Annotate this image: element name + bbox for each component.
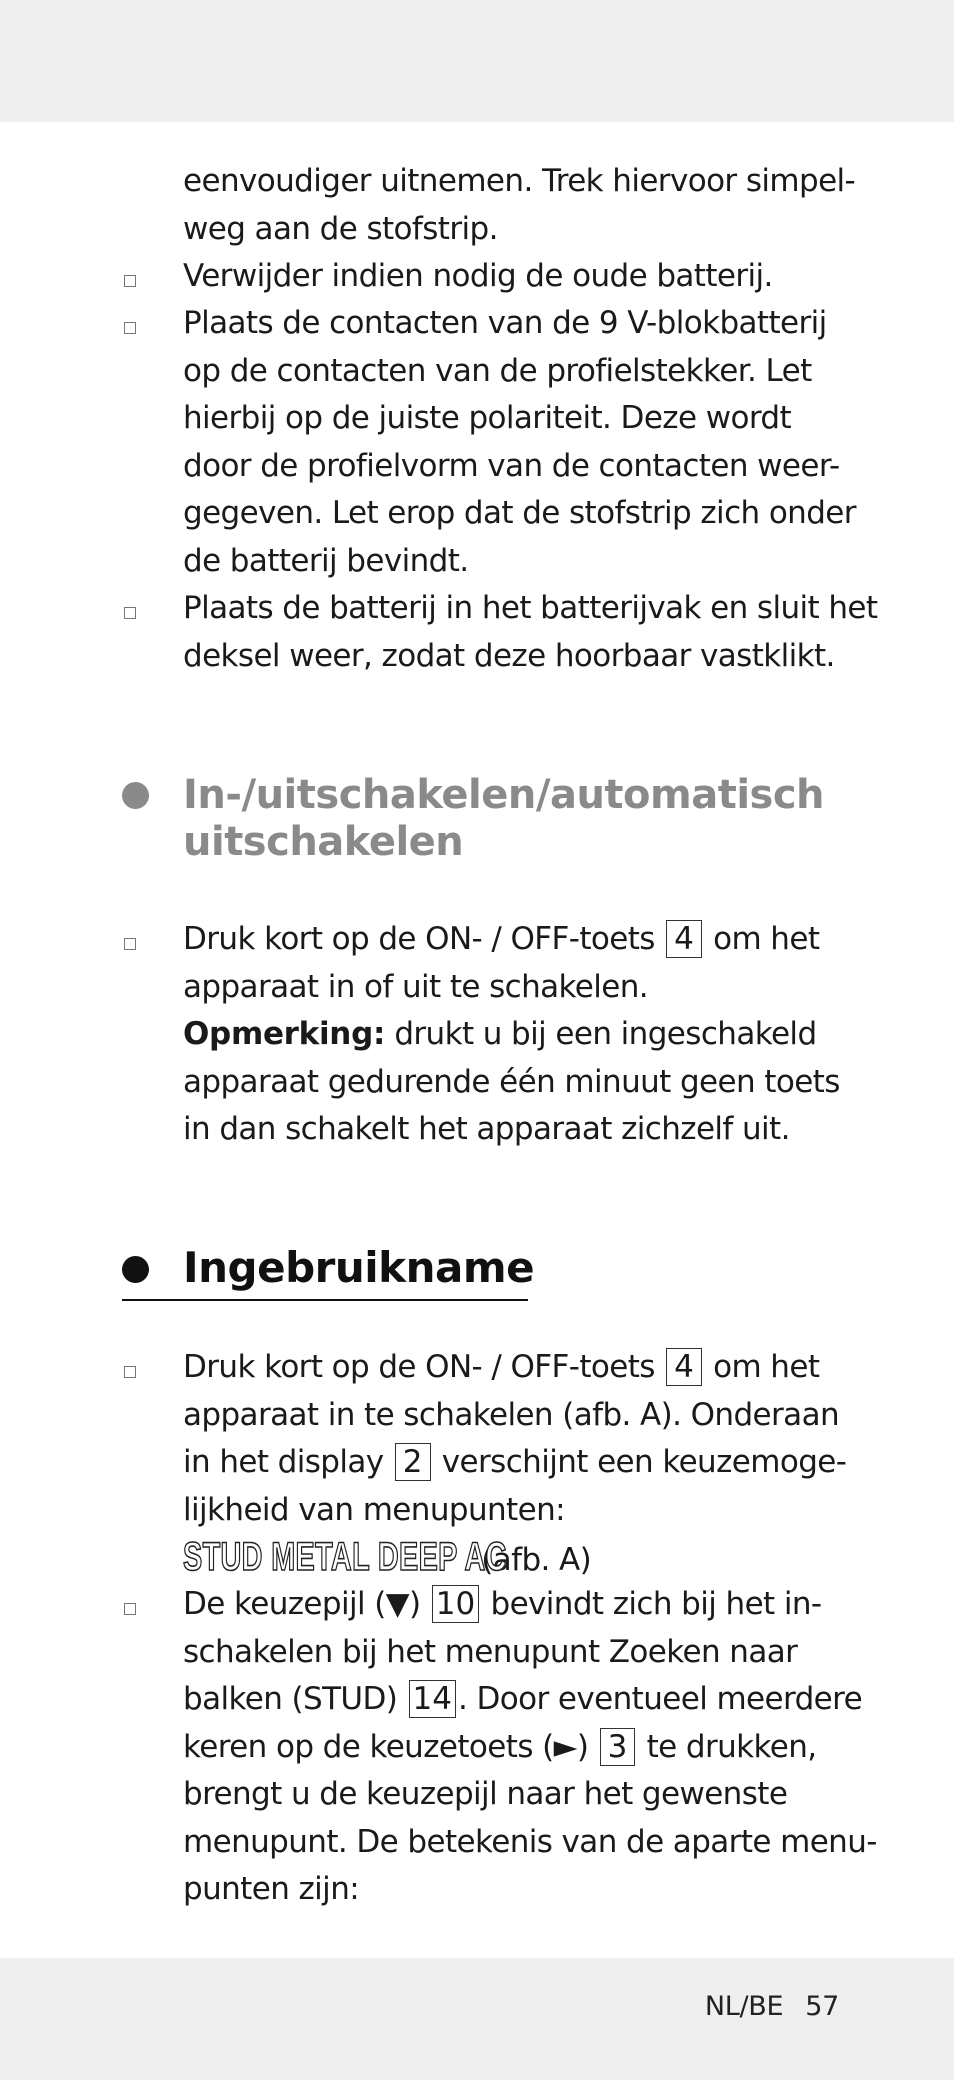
text-span: om het [713, 921, 820, 957]
text-line: Verwijder indien nodig de oude batterij. [183, 258, 773, 294]
paragraph-continuation [183, 158, 863, 253]
list-bullet [124, 275, 136, 287]
list-item [183, 1581, 877, 1914]
text-line: op de contacten van de profielstekker. Let [183, 352, 812, 389]
note-label: Opmerking: [183, 1016, 386, 1052]
list-item [183, 916, 863, 1154]
text-span: De keuzepijl (▼) [183, 1586, 421, 1622]
text-span: keren op de keuzetoets (►) [183, 1728, 589, 1765]
text-span: om het [713, 1349, 820, 1385]
text-line: apparaat in te schakelen (afb. A). Onderaan [183, 1396, 840, 1433]
text-span: balken (STUD) [183, 1681, 398, 1717]
text-line [183, 1581, 863, 1629]
text-line: apparaat gedurende één minuut geen toets [183, 1063, 840, 1100]
text-line: schakelen bij het menupunt Zoeken naar [183, 1633, 798, 1670]
part-number-ref: 14 [409, 1680, 456, 1718]
text-line: in dan schakelt het apparaat zichzelf uit. [183, 1111, 790, 1147]
language-code: NL/BE [704, 1991, 784, 2022]
heading-underline [122, 1299, 528, 1301]
text-span: in het display [183, 1444, 384, 1480]
list-bullet [124, 938, 136, 950]
text-span: drukt u bij een ingeschakeld [394, 1016, 817, 1052]
page-footer [705, 1987, 839, 2027]
text-span: verschijnt een keuzemoge- [441, 1444, 847, 1480]
section-bullet-icon [122, 1256, 149, 1283]
part-number-ref: 3 [600, 1728, 636, 1766]
text-line: deksel weer, zodat deze hoorbaar vastklikt. [183, 637, 835, 674]
heading-line: uitschakelen [183, 819, 464, 865]
text-line [183, 1676, 863, 1724]
part-number-ref: 10 [432, 1585, 479, 1623]
text-line [183, 1439, 863, 1487]
list-bullet [124, 1603, 136, 1615]
section-bullet-icon [122, 782, 149, 809]
text-line: door de profielvorm van de contacten weer- [183, 447, 840, 484]
text-span: . Door eventueel meerdere [458, 1681, 863, 1717]
section-heading-power [183, 772, 824, 866]
text-line [183, 1534, 863, 1585]
list-bullet [124, 322, 136, 334]
text-span: Druk kort op de ON- / OFF-toets [183, 921, 655, 957]
menu-display-text: STUD METAL DEEP AC [183, 1535, 507, 1579]
text-span: te drukken, [646, 1728, 817, 1765]
text-line: hierbij op de juiste polariteit. Deze wordt [183, 400, 792, 436]
text-span: (afb. A) [481, 1542, 592, 1578]
text-line [183, 1344, 863, 1392]
list-item [183, 300, 863, 585]
text-line: de batterij bevindt. [183, 542, 469, 579]
part-number-ref: 4 [666, 920, 702, 958]
list-bullet [124, 607, 136, 619]
section-heading-ingebruikname: Ingebruikname [183, 1243, 535, 1292]
list-item [183, 585, 878, 680]
page-number: 57 [805, 1991, 839, 2022]
heading-line: In-/uitschakelen/automatisch [183, 772, 825, 818]
list-item [183, 1344, 863, 1585]
part-number-ref: 4 [666, 1348, 702, 1386]
part-number-ref: 2 [395, 1443, 431, 1481]
text-line: punten zijn: [183, 1871, 360, 1907]
text-line: brengt u de keuzepijl naar het gewenste [183, 1776, 788, 1812]
text-line [183, 1011, 863, 1059]
text-line [183, 1724, 863, 1772]
text-line: weg aan de stofstrip. [183, 210, 498, 247]
text-line: Plaats de contacten van de 9 V-blokbatterij [183, 305, 827, 341]
text-line: lijkheid van menupunten: [183, 1491, 565, 1528]
header-band [0, 0, 954, 122]
text-line: eenvoudiger uitnemen. Trek hiervoor simpel- [183, 163, 856, 199]
text-line: Plaats de batterij in het batterijvak en sluit het [183, 590, 878, 626]
list-bullet [124, 1366, 136, 1378]
text-span: bevindt zich bij het in- [490, 1586, 822, 1622]
text-line: gegeven. Let erop dat de stofstrip zich onder [183, 495, 856, 531]
text-line: apparaat in of uit te schakelen. [183, 968, 649, 1005]
list-item [183, 253, 863, 301]
text-line [183, 916, 863, 964]
text-span: Druk kort op de ON- / OFF-toets [183, 1349, 655, 1385]
text-line: menupunt. De betekenis van de aparte menu- [183, 1823, 877, 1860]
